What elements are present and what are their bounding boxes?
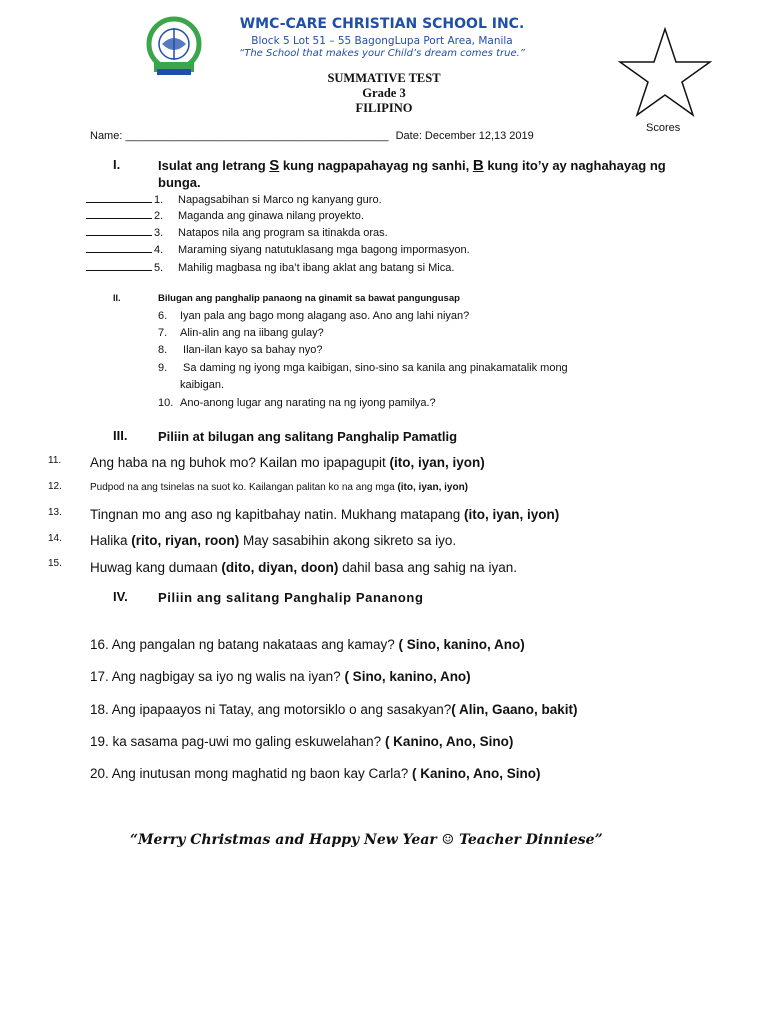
list-item: 10. Ano-anong lugar ang narating na ng iyong pamilya.? (158, 397, 436, 409)
question-item: Ang haba na ng buhok mo? Kailan mo ipapagupit (ito, iyan, iyon) (90, 455, 485, 470)
section-2-instruction: Bilugan ang panghalip panaong na ginamit sa bawat pangungusap (158, 293, 460, 304)
list-item: 1. Napagsabihan si Marco ng kanyang guro. (86, 193, 382, 206)
answer-blank[interactable] (86, 193, 152, 203)
school-motto: “The School that makes your Child’s dream comes true.” (239, 48, 525, 59)
list-item: 7. Alin-alin ang na iibang gulay? (158, 327, 324, 339)
item-number: 13. (48, 507, 62, 518)
section-4-number: IV. (113, 589, 128, 604)
school-logo (124, 14, 214, 82)
question-item: Huwag kang dumaan (dito, diyan, doon) dahil basa ang sahig na iyan. (90, 560, 517, 575)
item-number: 14. (48, 533, 62, 544)
section-4-instruction: Piliin ang salitang Panghalip Pananong (158, 590, 424, 605)
answer-blank[interactable] (86, 226, 152, 236)
question-item: Halika (rito, riyan, roon) May sasabihin akong sikreto sa iyo. (90, 533, 457, 548)
question-item: 19. ka sasama pag-uwi mo galing eskuwelahan? ( Kanino, Ano, Sino) (90, 734, 514, 749)
list-item: kaibigan. (180, 379, 225, 391)
grade-level: Grade 3 (362, 86, 406, 100)
section-3-instruction: Piliin at bilugan ang salitang Panghalip Pamatlig (158, 429, 458, 444)
item-number: 11. (48, 455, 62, 466)
question-item: Tingnan mo ang aso ng kapitbahay natin. Mukhang matapang (ito, iyan, iyon) (90, 507, 560, 522)
scores-label: Scores (646, 122, 681, 134)
closing-greeting: “Merry Christmas and Happy New Year ☺ Teacher Dinniese” (130, 832, 603, 848)
school-name: WMC-CARE CHRISTIAN SCHOOL INC. (239, 16, 525, 32)
section-1-number: I. (113, 157, 121, 172)
list-item: 5. Mahilig magbasa ng iba’t ibang aklat ang batang si Mica. (86, 261, 454, 274)
subject: FILIPINO (355, 101, 413, 115)
question-item: 17. Ang nagbigay sa iyo ng walis na iyan? ( Sino, kanino, Ano) (90, 669, 471, 684)
list-item: 3. Natapos nila ang program sa itinakda oras. (86, 226, 388, 239)
list-item: 4. Maraming siyang natutuklasang mga bagong impormasyon. (86, 243, 470, 256)
score-star-icon (618, 26, 712, 118)
name-field[interactable]: Name: ___________________________________________ (90, 130, 389, 142)
question-item: 18. Ang ipapaayos ni Tatay, ang motorsiklo o ang sasakyan?( Alin, Gaano, bakit) (90, 702, 578, 717)
date-label: Date: December 12,13 2019 (395, 130, 534, 142)
answer-blank[interactable] (86, 243, 152, 253)
answer-blank[interactable] (86, 261, 152, 271)
name-date-line (90, 130, 534, 142)
section-3-number: III. (113, 428, 128, 443)
answer-blank[interactable] (86, 209, 152, 219)
list-item: 9. Sa daming ng iyong mga kaibigan, sino-sino sa kanila ang pinakamatalik mong (158, 362, 568, 374)
school-address: Block 5 Lot 51 – 55 BagongLupa Port Area, Manila (251, 35, 513, 47)
item-number: 15. (48, 558, 62, 569)
question-item: 16. Ang pangalan ng batang nakataas ang kamay? ( Sino, kanino, Ano) (90, 637, 525, 652)
question-item: Pudpod na ang tsinelas na suot ko. Kailangan palitan ko na ang mga (ito, iyan, iyon) (90, 482, 469, 493)
list-item: 2. Maganda ang ginawa nilang proyekto. (86, 209, 364, 222)
list-item: 6. Iyan pala ang bago mong alagang aso. Ano ang lahi niyan? (158, 310, 470, 322)
section-2-number: II. (113, 293, 121, 303)
item-number: 12. (48, 481, 62, 492)
question-item: 20. Ang inutusan mong maghatid ng baon kay Carla? ( Kanino, Ano, Sino) (90, 766, 541, 781)
section-1-instruction: Isulat ang letrang S kung nagpapahayag ng sanhi, B kung ito’y ay naghahayag ng bunga. (158, 157, 666, 190)
list-item: 8. Ilan-ilan kayo sa bahay nyo? (158, 344, 323, 356)
test-title: SUMMATIVE TEST (327, 71, 441, 85)
